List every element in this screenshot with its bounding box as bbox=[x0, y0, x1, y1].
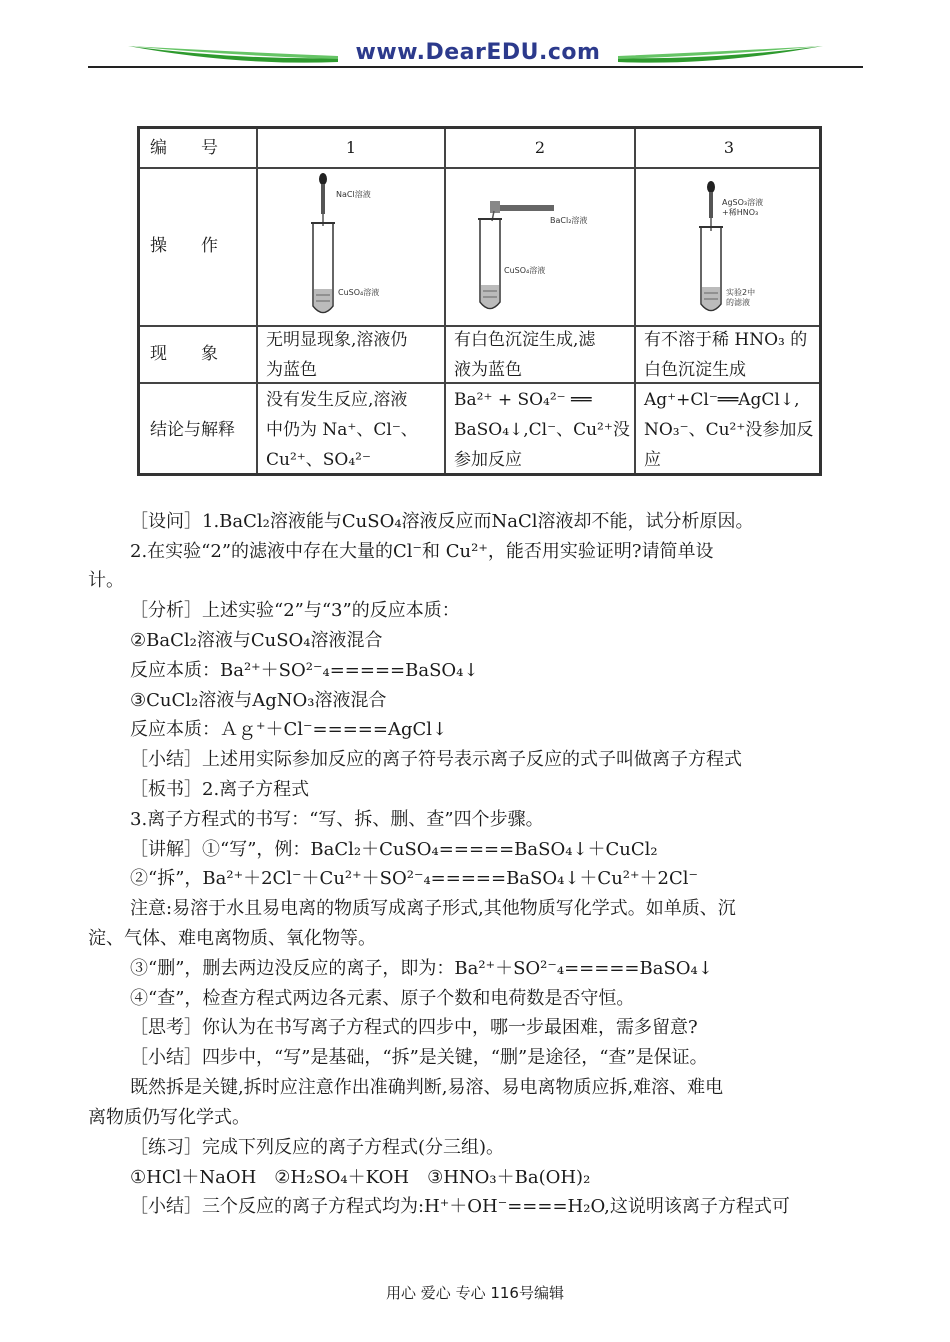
conclusion-3 bbox=[644, 385, 822, 475]
conclusion-1 bbox=[266, 385, 442, 475]
table-divider bbox=[256, 129, 258, 473]
text-line: 反应本质：Ba²⁺＋SO²⁻₄=====BaSO₄↓ bbox=[130, 660, 479, 681]
text-line: ［思考］你认为在书写离子方程式的四步中，哪一步最困难，需多留意? bbox=[130, 1017, 698, 1038]
text-line: ④“查”，检查方程式两边各元素、原子个数和电荷数是否守恒。 bbox=[130, 988, 635, 1009]
apparatus-label: 实验2中 bbox=[726, 288, 756, 297]
text-line: ［练习］完成下列反应的离子方程式(分三组)。 bbox=[130, 1137, 505, 1158]
text-line: 离物质仍写化学式。 bbox=[88, 1107, 250, 1128]
conclusion-line: Ba²⁺ + SO₄²⁻ ══ bbox=[454, 390, 592, 410]
page-header bbox=[88, 38, 863, 74]
row-label-operation: 操 作 bbox=[150, 236, 218, 256]
text-line: 2.在实验“2”的滤液中存在大量的Cl⁻和 Cu²⁺，能否用实验证明?请简单设 bbox=[130, 541, 714, 562]
col-number-1: 1 bbox=[345, 138, 357, 157]
text-line: 注意:易溶于水且易电离的物质写成离子形式,其他物质写化学式。如单质、沉 bbox=[130, 898, 736, 919]
apparatus-label: +稀HNO₃ bbox=[722, 208, 759, 217]
apparatus-label: CuSO₄溶液 bbox=[338, 288, 380, 297]
table-divider bbox=[140, 167, 819, 169]
text-line: ［小结］四步中，“写”是基础，“拆”是关键，“删”是途径，“查”是保证。 bbox=[130, 1047, 708, 1068]
conclusion-line: Ag⁺+Cl⁻══AgCl↓, bbox=[644, 390, 800, 410]
row-label-conclusion: 结论与解释 bbox=[150, 420, 235, 440]
text-line: ③CuCl₂溶液与AgNO₃溶液混合 bbox=[130, 690, 387, 711]
header-rule bbox=[88, 66, 863, 68]
site-logo: www.DearEDU.com bbox=[355, 40, 601, 65]
phenomenon-2 bbox=[454, 325, 632, 385]
apparatus-label: AgSO₃溶液 bbox=[722, 198, 764, 207]
conclusion-2 bbox=[454, 385, 632, 475]
phenomenon-line: 无明显现象,溶液仍 bbox=[266, 330, 408, 350]
text-line: ［小结］上述用实际参加反应的离子符号表示离子反应的式子叫做离子方程式 bbox=[130, 749, 742, 770]
test-tube-dropper-icon bbox=[470, 197, 560, 322]
table-divider bbox=[634, 129, 636, 473]
text-line: ［板书］2.离子方程式 bbox=[130, 779, 310, 800]
phenomenon-3 bbox=[644, 325, 822, 385]
text-line: 计。 bbox=[88, 570, 124, 591]
conclusion-line: 应 bbox=[644, 450, 661, 470]
text-line: ［小结］三个反应的离子方程式均为:H⁺＋OH⁻====H₂O,这说明该离子方程式可 bbox=[130, 1196, 790, 1217]
conclusion-line: 中仍为 Na⁺、Cl⁻、 bbox=[266, 420, 418, 440]
text-line: 既然拆是关键,拆时应注意作出准确判断,易溶、易电离物质应拆,难溶、难电 bbox=[130, 1077, 724, 1098]
col-label-header: 编 号 bbox=[150, 138, 218, 158]
phenomenon-line: 有不溶于稀 HNO₃ 的 bbox=[644, 330, 808, 350]
text-line: ［分析］上述实验“2”与“3”的反应本质： bbox=[130, 600, 460, 621]
text-line: 淀、气体、难电离物质、氧化物等。 bbox=[88, 928, 376, 949]
phenomenon-line: 有白色沉淀生成,滤 bbox=[454, 330, 596, 350]
text-line: ［讲解］①“写”，例：BaCl₂＋CuSO₄=====BaSO₄↓＋CuCl₂ bbox=[130, 839, 658, 860]
table-divider bbox=[444, 129, 446, 473]
col-number-3: 3 bbox=[723, 138, 735, 157]
conclusion-line: NO₃⁻、Cu²⁺没参加反 bbox=[644, 420, 814, 440]
test-tube-dropper-icon bbox=[308, 171, 338, 321]
conclusion-line: 参加反应 bbox=[454, 450, 522, 470]
text-line: ②“拆”，Ba²⁺＋2Cl⁻＋Cu²⁺＋SO²⁻₄=====BaSO₄↓＋Cu²⁺＋2Cl⁻ bbox=[130, 868, 698, 889]
col-number-2: 2 bbox=[534, 138, 546, 157]
phenomenon-1 bbox=[266, 325, 442, 385]
phenomenon-line: 白色沉淀生成 bbox=[644, 360, 746, 380]
experiment-table bbox=[137, 126, 822, 476]
apparatus-label: 的滤液 bbox=[726, 298, 750, 307]
apparatus-label: BaCl₂溶液 bbox=[550, 216, 588, 225]
text-line: ［设问］1.BaCl₂溶液能与CuSO₄溶液反应而NaCl溶液却不能，试分析原因。 bbox=[130, 511, 754, 532]
text-line: ①HCl＋NaOH ②H₂SO₄＋KOH ③HNO₃＋Ba(OH)₂ bbox=[130, 1167, 591, 1188]
apparatus-label: CuSO₄溶液 bbox=[504, 266, 546, 275]
apparatus-label: NaCl溶液 bbox=[336, 190, 371, 199]
text-line: ②BaCl₂溶液与CuSO₄溶液混合 bbox=[130, 630, 383, 651]
conclusion-line: 没有发生反应,溶液 bbox=[266, 390, 408, 410]
page-footer: 用心 爱心 专心 116号编辑 bbox=[386, 1284, 564, 1302]
text-line: ③“删”，删去两边没反应的离子，即为：Ba²⁺＋SO²⁻₄=====BaSO₄↓ bbox=[130, 958, 713, 979]
phenomenon-line: 液为蓝色 bbox=[454, 360, 522, 380]
phenomenon-line: 为蓝色 bbox=[266, 360, 317, 380]
text-line: 3.离子方程式的书写：“写、拆、删、查”四个步骤。 bbox=[130, 809, 544, 830]
text-line: 反应本质：Ａｇ⁺＋Cl⁻=====AgCl↓ bbox=[130, 719, 448, 740]
conclusion-line: Cu²⁺、SO₄²⁻ bbox=[266, 450, 371, 470]
conclusion-line: BaSO₄↓,Cl⁻、Cu²⁺没 bbox=[454, 420, 630, 440]
row-label-phenomenon: 现 象 bbox=[150, 344, 218, 364]
